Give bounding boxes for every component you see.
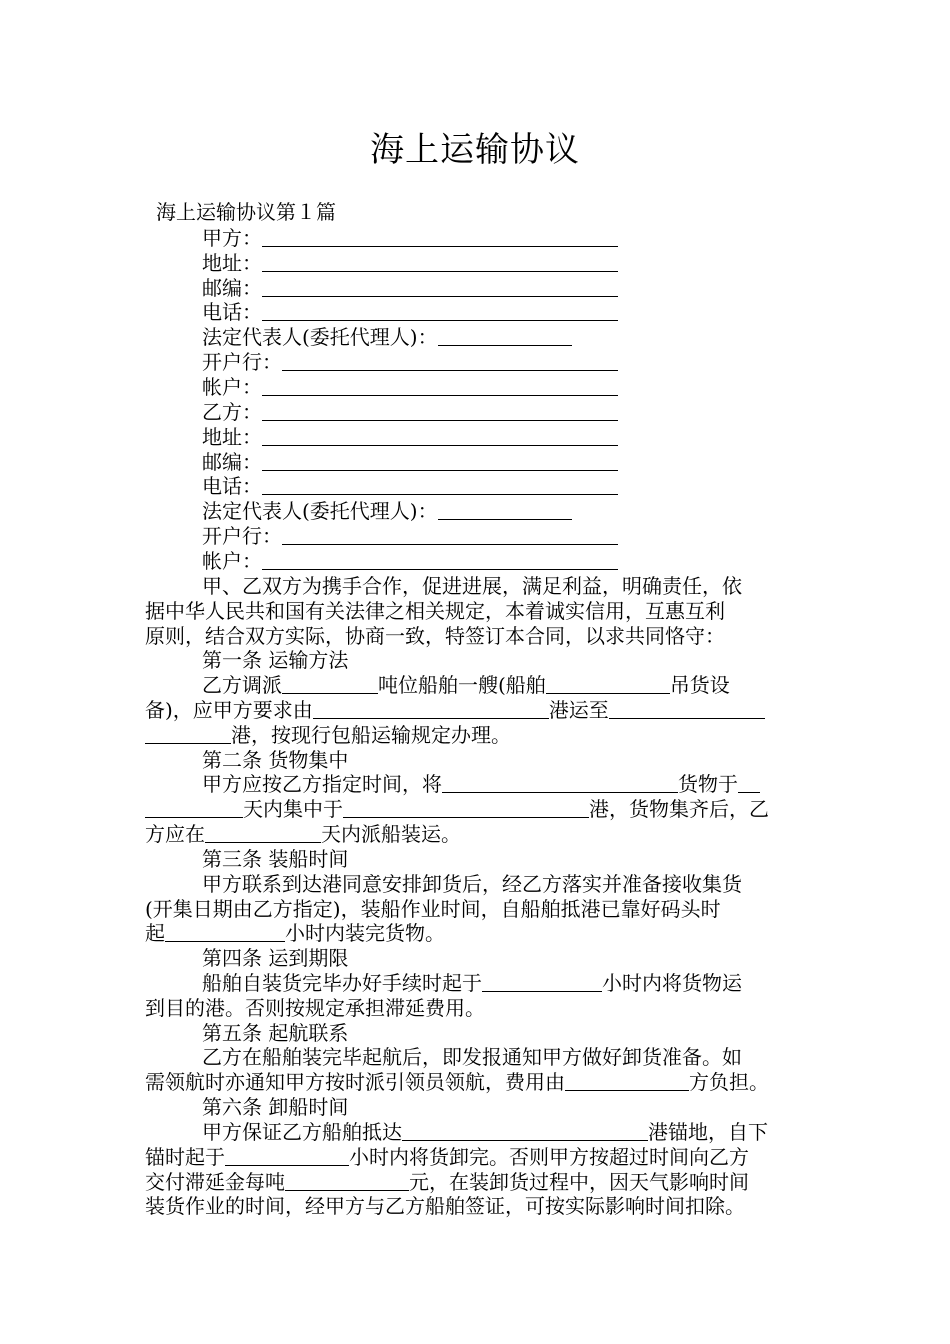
text-segment: 港运至 [548,698,609,722]
blank-line [145,723,231,744]
blank-line [565,1070,689,1091]
blank-line [285,1170,409,1191]
text-segment: 需领航时亦通知甲方按时派引领员领航，费用由 [145,1070,565,1094]
article-line [145,723,511,748]
text-segment: 货物于 [678,772,738,796]
field-label: 甲方： [202,226,262,250]
party-b-postcode-row [202,450,618,475]
article-line [145,1170,749,1195]
field-label: 帐户： [202,375,262,399]
text-segment: 小时内装完货物。 [285,921,445,945]
text-segment: 备)，应甲方要求由 [145,698,313,722]
blank-line [402,1120,648,1141]
article-line: (开集日期由乙方指定)，装船作业时间，自船舶抵港已靠好码头时 [145,897,721,921]
party-a-account-row [202,375,618,400]
text-segment: 甲方保证乙方船舶抵达 [202,1120,402,1144]
blank-line [442,772,678,793]
section-subtitle: 海上运输协议第１篇 [156,200,336,224]
blank-line [262,251,618,272]
blank-line [225,1145,349,1166]
blank-line [282,524,618,545]
article-line: 乙方在船舶装完毕起航后，即发报通知甲方做好卸货准备。如 [202,1045,742,1069]
text-segment: 乙方调派 [202,673,282,697]
party-a-rep-row [202,325,572,350]
field-label: 地址： [202,425,262,449]
article-line [202,673,730,698]
blank-line [609,698,765,719]
article-line [145,1070,769,1095]
field-label: 开户行： [202,524,282,548]
article-heading: 第一条 运输方法 [202,648,349,672]
field-label: 电话： [202,474,262,498]
blank-line [165,921,285,942]
blank-line [262,450,618,471]
article-heading: 第四条 运到期限 [202,946,349,970]
field-label: 电话： [202,300,262,324]
text-segment: 交付滞延金每吨 [145,1170,285,1194]
party-b-name-row [202,400,618,425]
blank-line [262,474,618,495]
preamble-line: 甲、乙双方为携手合作，促进进展，满足利益，明确责任，依 [202,574,742,598]
article-line [145,698,765,723]
party-a-name-row [202,226,618,251]
article-line: 甲方联系到达港同意安排卸货后，经乙方落实并准备接收集货 [202,872,742,896]
article-heading: 第二条 货物集中 [202,748,349,772]
blank-line [262,549,618,570]
party-b-account-row [202,549,618,574]
article-heading: 第五条 起航联系 [202,1021,349,1045]
field-label: 邮编： [202,276,262,300]
field-label: 邮编： [202,450,262,474]
blank-line [482,971,602,992]
field-label: 法定代表人(委托代理人)： [202,499,438,523]
document-title: 海上运输协议 [370,130,580,170]
blank-line [438,325,572,346]
party-a-postcode-row [202,276,618,301]
blank-line [262,425,618,446]
party-b-rep-row [202,499,572,524]
text-segment: 港，货物集齐后，乙 [589,797,769,821]
text-segment: 小时内将货卸完。否则甲方按超过时间向乙方 [349,1145,749,1169]
text-segment: 港锚地，自下 [648,1120,768,1144]
blank-line [145,797,243,818]
article-line [145,921,445,946]
text-segment: 锚时起于 [145,1145,225,1169]
party-b-phone-row [202,474,618,499]
blank-line [313,698,549,719]
text-segment: 小时内将货物运 [602,971,742,995]
blank-line [262,300,618,321]
blank-line [205,822,321,843]
text-segment: 吨位船舶一艘(船舶 [378,673,546,697]
blank-line [282,350,618,371]
text-segment: 吊货设 [669,673,730,697]
article-heading: 第三条 装船时间 [202,847,349,871]
article-line [145,822,461,847]
text-segment: 港，按现行包船运输规定办理。 [231,723,511,747]
article-line [145,1145,749,1170]
article-line [202,971,742,996]
preamble-line: 据中华人民共和国有关法律之相关规定，本着诚实信用，互惠互利 [145,599,725,623]
party-b-address-row [202,425,618,450]
text-segment: 天内派船装运。 [321,822,461,846]
party-a-bank-row [202,350,618,375]
blank-line [282,673,378,694]
field-label: 开户行： [202,350,282,374]
blank-line [343,797,589,818]
blank-line [546,673,670,694]
text-segment: 天内集中于 [243,797,343,821]
party-a-address-row [202,251,618,276]
field-label: 地址： [202,251,262,275]
preamble-line: 原则，结合双方实际，协商一致，特签订本合同，以求共同恪守： [145,624,725,648]
field-label: 乙方： [202,400,262,424]
field-label: 法定代表人(委托代理人)： [202,325,438,349]
party-b-bank-row [202,524,618,549]
article-heading: 第六条 卸船时间 [202,1095,349,1119]
blank-line [738,772,760,793]
text-segment: 船舶自装货完毕办好手续时起于 [202,971,482,995]
article-line [202,772,760,797]
blank-line [262,226,618,247]
text-segment: 方负担。 [689,1070,769,1094]
blank-line [438,499,572,520]
text-segment: 方应在 [145,822,205,846]
text-segment: 元，在装卸货过程中，因天气影响时间 [409,1170,749,1194]
article-line [202,1120,768,1145]
party-a-phone-row [202,300,618,325]
blank-line [262,276,618,297]
blank-line [262,375,618,396]
article-line: 到目的港。否则按规定承担滞延费用。 [145,996,485,1020]
article-line: 装货作业的时间，经甲方与乙方船舶签证，可按实际影响时间扣除。 [145,1194,745,1218]
text-segment: 甲方应按乙方指定时间，将 [202,772,442,796]
field-label: 帐户： [202,549,262,573]
article-line [145,797,769,822]
blank-line [262,400,618,421]
text-segment: 起 [145,921,165,945]
